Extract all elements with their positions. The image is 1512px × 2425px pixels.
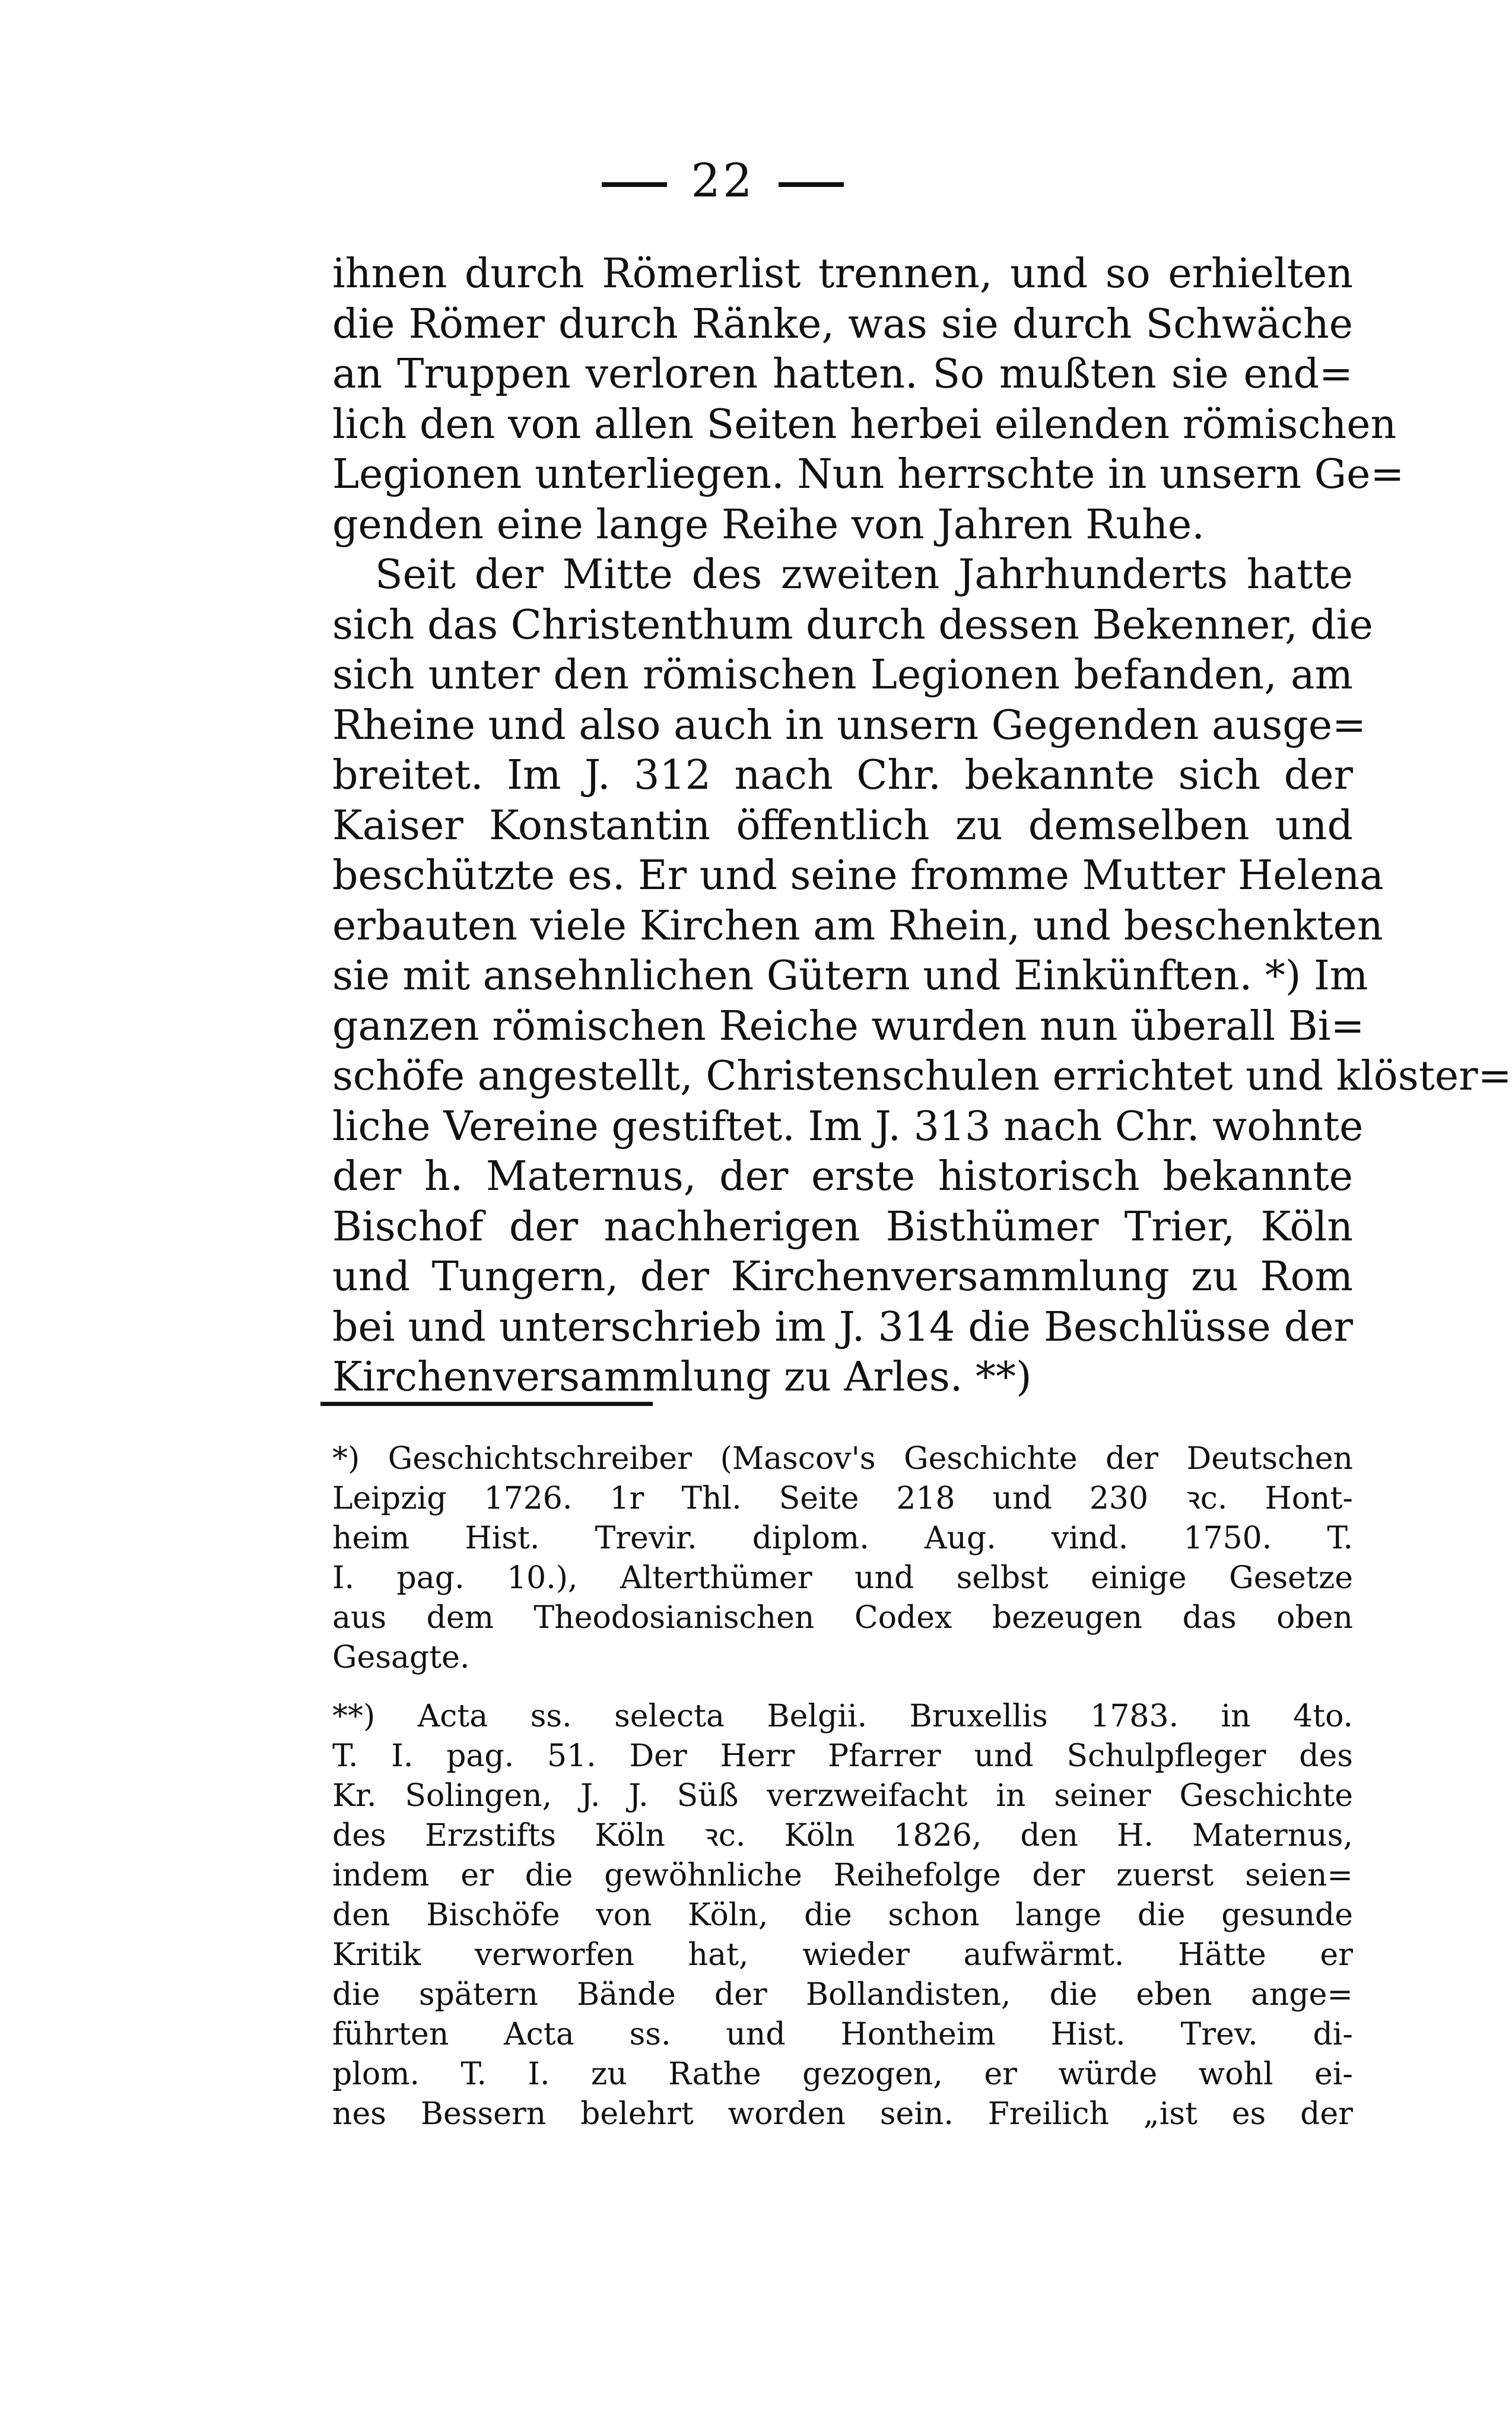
body-line: sich das Christenthum durch dessen Bekenner, die — [332, 601, 1373, 649]
body-line: Kaiser Konstantin öffentlich zu demselben und — [332, 802, 1353, 849]
body-line: Bischof der nachherigen Bisthümer Trier, Köln — [332, 1203, 1353, 1250]
footnote-2 — [332, 1697, 1353, 2134]
body-line: bei und unterschrieb im J. 314 die Beschlüsse der — [332, 1303, 1353, 1351]
footnote-line: führten Acta ss. und Hontheim Hist. Trev. di- — [332, 2017, 1353, 2052]
body-line: die Römer durch Ränke, was sie durch Schwäche — [332, 300, 1353, 348]
footnote-line: Kr. Solingen, J. J. Süß verzweifacht in seiner Geschichte — [332, 1778, 1353, 1814]
body-line: der h. Maternus, der erste historisch bekannte — [332, 1153, 1353, 1200]
footnote-line: **) Acta ss. selecta Belgii. Bruxellis 1783. in 4to. — [332, 1699, 1353, 1734]
footnote-line: *) Geschichtschreiber (Mascov's Geschichte der Deutschen — [332, 1441, 1353, 1477]
footnote-line: den Bischöfe von Köln, die schon lange die gesunde — [332, 1897, 1353, 1933]
page-number-text: 22 — [691, 154, 755, 208]
body-line: an Truppen verloren hatten. So mußten sie end= — [332, 351, 1353, 398]
footnote-line: des Erzstifts Köln ꝛc. Köln 1826, den H. Maternus, — [332, 1818, 1353, 1853]
footnote-line: Kritik verworfen hat, wieder aufwärmt. Hätte er — [332, 1937, 1353, 1973]
body-line: und Tungern, der Kirchenversammlung zu Rom — [332, 1253, 1353, 1300]
page-number — [0, 154, 1446, 208]
body-line: schöfe angestellt, Christenschulen errichtet und klöster= — [332, 1053, 1512, 1100]
right-dash — [779, 182, 844, 187]
footnote-line: I. pag. 10.), Alterthümer und selbst einige Gesetze — [332, 1560, 1353, 1596]
footnote-line: Gesagte. — [332, 1640, 470, 1675]
body-line: lich den von allen Seiten herbei eilenden römischen — [332, 401, 1397, 448]
footnote-line: plom. T. I. zu Rathe gezogen, er würde wohl ei- — [332, 2056, 1353, 2092]
body-line: Rheine und also auch in unsern Gegenden ausge= — [332, 702, 1367, 749]
left-dash — [602, 182, 667, 187]
body-line: Legionen unterliegen. Nun herrschte in unsern Ge= — [332, 451, 1405, 498]
body-line: ganzen römischen Reiche wurden nun überall Bi= — [332, 1002, 1365, 1050]
footnote-line: aus dem Theodosianischen Codex bezeugen das oben — [332, 1600, 1353, 1636]
footnote-line: heim Hist. Trevir. diplom. Aug. vind. 1750. T. — [332, 1521, 1353, 1556]
body-line: erbauten viele Kirchen am Rhein, und beschenkten — [332, 902, 1383, 950]
footnote-separator — [320, 1402, 653, 1406]
footnote-line: Leipzig 1726. 1r Thl. Seite 218 und 230 ꝛc. Hont- — [332, 1481, 1353, 1516]
body-line: Seit der Mitte des zweiten Jahrhunderts hatte — [375, 551, 1353, 598]
footnote-1 — [332, 1439, 1353, 1678]
footnote-line: indem er die gewöhnliche Reihefolge der zuerst seien= — [332, 1858, 1353, 1893]
body-line: ihnen durch Römerlist trennen, und so erhielten — [332, 250, 1353, 297]
body-line: Kirchenversammlung zu Arles. **) — [332, 1354, 1032, 1401]
footnotes — [332, 1439, 1353, 2153]
main-text — [332, 249, 1512, 1403]
body-line: sie mit ansehnlichen Gütern und Einkünften. *) Im — [332, 953, 1368, 999]
body-line: sich unter den römischen Legionen befanden, am — [332, 652, 1353, 699]
footnote-line: T. I. pag. 51. Der Herr Pfarrer und Schulpfleger des — [332, 1738, 1353, 1774]
body-line: beschützte es. Er und seine fromme Mutter Helena — [332, 852, 1384, 899]
footnote-line: nes Bessern belehrt worden sein. Freilich „ist es der — [332, 2096, 1353, 2132]
body-line: genden eine lange Reihe von Jahren Ruhe. — [332, 501, 1205, 548]
body-line: breitet. Im J. 312 nach Chr. bekannte sich der — [332, 752, 1353, 799]
body-line: liche Vereine gestiftet. Im J. 313 nach Chr. wohnte — [332, 1103, 1364, 1150]
footnote-line: die spätern Bände der Bollandisten, die eben ange= — [332, 1977, 1353, 2013]
